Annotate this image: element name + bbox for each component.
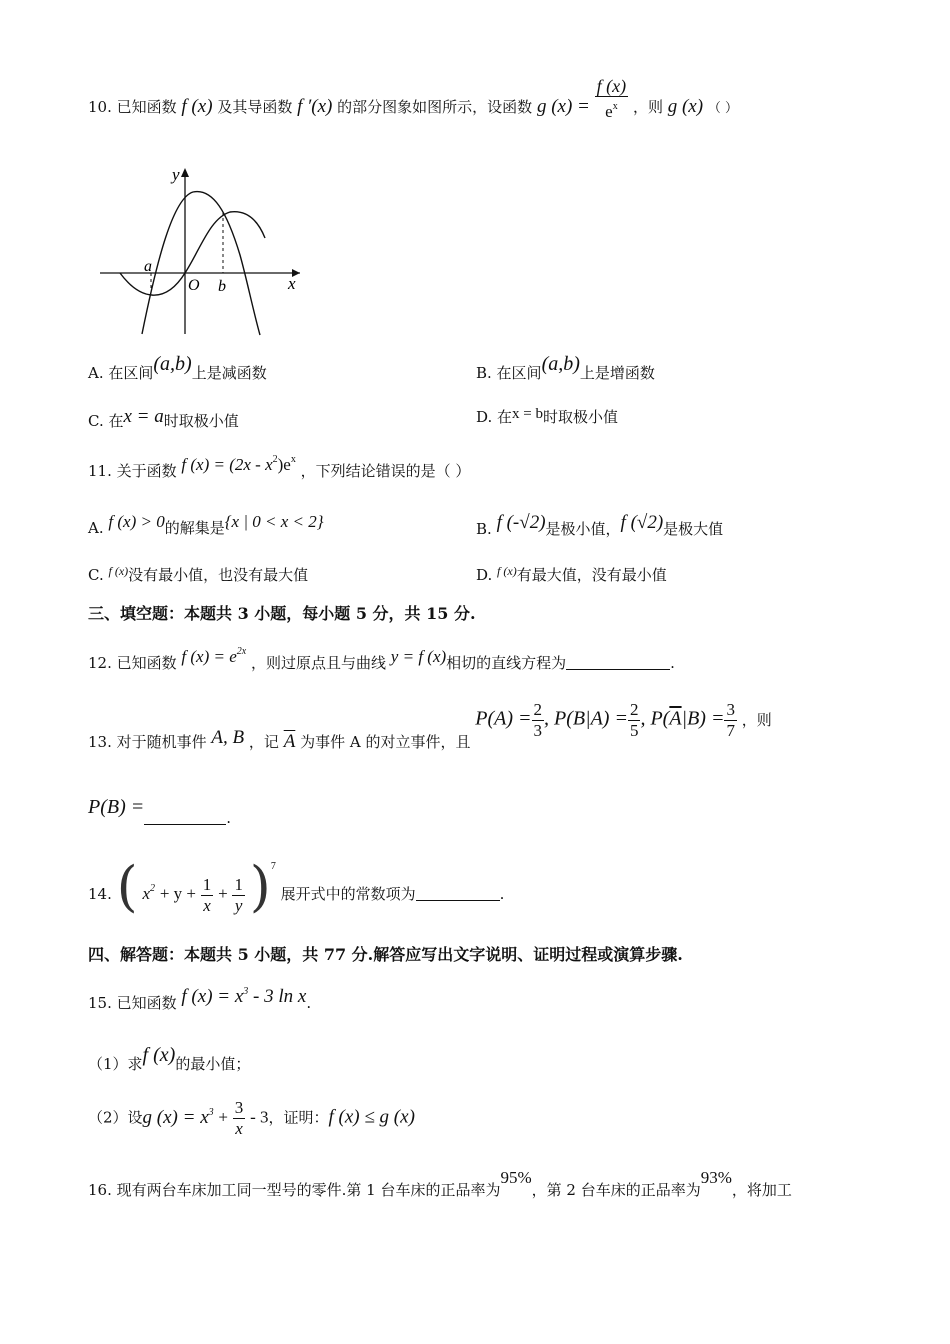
q15-func-main: f (x) = x: [181, 986, 244, 1007]
q13-ab: A, B: [211, 726, 245, 748]
q12-text1: ，则过原点且与曲线: [251, 654, 387, 672]
q13-end: .: [226, 809, 232, 827]
q15-p2-plus: +: [218, 1107, 229, 1127]
q12-math1: [181, 647, 246, 666]
q11-stem: [88, 454, 470, 481]
q11-a-math: f (x) > 0: [108, 512, 165, 531]
q15-p2-tail: - 3: [250, 1107, 269, 1127]
q13-frac1-num: 2: [533, 700, 542, 719]
q10-graph: [95, 160, 310, 340]
q10-a-label: A. 在区间: [88, 364, 154, 382]
q10-frac-den: [595, 97, 628, 122]
q11-func: [181, 455, 295, 474]
q11-option-c: [88, 564, 308, 585]
q12-prefix: 12. 已知函数: [88, 654, 177, 672]
q13-frac2-num: 2: [629, 700, 639, 719]
q16-text1: ，第 2 台车床的正品率为: [531, 1181, 701, 1199]
q13-abar: $\overline{A}$: [283, 730, 296, 752]
q10-text3: ，则: [632, 98, 663, 116]
q12-math2: y = f (x): [390, 647, 447, 666]
q15-p2-math2: f (x) ≤ g (x): [328, 1106, 415, 1128]
q11-option-a: [88, 512, 324, 538]
q11-func-main: f (x) = (2x - x: [181, 455, 273, 474]
graph-label-a: a: [144, 258, 152, 275]
q10-c-tail: 时取极小值: [163, 412, 239, 430]
q11-a-mid: 的解集是: [164, 519, 225, 537]
q13-p2: , P(B|A) =: [544, 707, 628, 730]
q11-func-sup2: x: [290, 454, 296, 465]
q10-f: f (x): [181, 96, 213, 117]
q12-math1-sup: 2x: [236, 646, 247, 657]
q15-func-sup: 3: [243, 986, 249, 997]
q10-fprime: f ′(x): [297, 96, 333, 117]
q11-d-tail: 有最大值，没有最小值: [516, 566, 667, 584]
q12-answer-blank[interactable]: [566, 655, 670, 670]
q11-b-math2: f (√2): [620, 512, 664, 533]
q12-math1-main: f (x) = e: [181, 647, 237, 666]
q10-option-d: [476, 406, 618, 427]
q11-c-tail: 没有最小值，也没有最大值: [128, 566, 309, 584]
q15-part2: [88, 1098, 415, 1139]
q10-b-tail: 上是增函数: [579, 364, 655, 382]
q14-tail: 展开式中的常数项为: [280, 885, 416, 903]
q10-option-c: [88, 406, 239, 431]
q11-d-label: D.: [476, 566, 493, 584]
q14-plusy-text: + y +: [159, 884, 197, 903]
q13-text1: ，记: [248, 732, 279, 751]
q15-p2-math-sup: 3: [208, 1106, 214, 1118]
q10-c-math: x = a: [123, 406, 164, 427]
q10-prefix: 10. 已知函数: [88, 98, 177, 116]
q14-answer-blank[interactable]: [416, 886, 500, 901]
q11-a-label: A.: [88, 519, 104, 537]
q15-p2-label: （2）设: [88, 1108, 143, 1127]
q13-stem: [88, 700, 772, 752]
q15-p2-math: [143, 1107, 214, 1128]
q10-option-b: [476, 353, 655, 383]
q11-func-sup: 2: [272, 454, 278, 465]
q13-frac1: [532, 700, 545, 741]
q14-x2-base: x: [142, 884, 151, 903]
q11-d-math: f (x): [497, 564, 517, 578]
q13-p1: P(A) =: [475, 707, 532, 730]
q13-answer-blank[interactable]: [144, 810, 226, 825]
q10-fraction: [595, 76, 628, 122]
q15-p2-frac: [233, 1098, 246, 1139]
q14-plus: +: [218, 884, 228, 903]
q10-text1: 及其导函数: [217, 98, 293, 116]
q11-a-set: {x | 0 < x < 2}: [224, 512, 324, 531]
q10-g2: g (x): [667, 96, 704, 117]
q15-end: .: [306, 994, 312, 1012]
q13-p3-abar: $\overline{A}$: [669, 707, 682, 730]
q15-p1-text: 的最小值；: [175, 1055, 251, 1073]
q14-prefix: 14.: [88, 885, 112, 903]
graph-label-y: y: [172, 165, 180, 184]
q13-frac3-den: 7: [726, 721, 735, 740]
q11-b-label: B.: [476, 520, 492, 538]
q12-text2: 相切的直线方程为: [446, 654, 567, 672]
q13-frac2-den: 5: [629, 721, 639, 740]
q11-b-text1: 是极小值，: [545, 520, 621, 538]
graph-label-x: x: [288, 274, 296, 293]
q11-func-tail: )e: [277, 455, 291, 474]
q16-rate2: 93%: [700, 1168, 732, 1187]
q10-frac-num: f (x): [596, 76, 627, 96]
q10-g: g (x) =: [536, 96, 590, 117]
q11-option-b: [476, 512, 723, 539]
q15-part1: [88, 1044, 250, 1074]
q13-frac3: [724, 700, 737, 741]
q10-d-math: x = b: [512, 406, 543, 422]
q13-text2: 为事件 A 的对立事件，且: [300, 732, 471, 751]
q14-x2-sup: 2: [150, 883, 156, 894]
q16-text2: ，将加工: [731, 1181, 792, 1199]
q13-prefix: 13. 对于随机事件: [88, 732, 207, 751]
q11-tail: ，下列结论错误的是（ ）: [300, 462, 471, 480]
section-3-heading: 三、填空题：本题共 3 小题，每小题 5 分，共 15 分.: [88, 604, 476, 623]
q13-pb: P(B) =: [88, 796, 145, 818]
q11-c-label: C.: [88, 566, 104, 584]
q10-d-label: D. 在: [476, 408, 513, 426]
q12-stem: [88, 646, 675, 673]
q14-frac2-den: y: [234, 895, 243, 915]
q14-frac2: [232, 875, 245, 916]
section-4-heading: 四、解答题：本题共 5 小题，共 77 分.解答应写出文字说明、证明过程或演算步骤.: [88, 945, 683, 964]
q15-p2-frac-den: x: [235, 1119, 243, 1138]
q15-p2-frac-num: 3: [234, 1098, 244, 1117]
q14-frac1-den: x: [203, 895, 211, 915]
q13-p3-close: |B) =: [681, 707, 725, 730]
q11-prefix: 11. 关于函数: [88, 462, 177, 480]
graph-label-b: b: [218, 278, 226, 295]
q10-a-math: (a,b): [153, 353, 192, 375]
q14-paren-right: ): [249, 855, 271, 918]
q14-frac2-num: 1: [234, 874, 243, 894]
q16-stem: [88, 1168, 792, 1200]
q13-p3-open: , P(: [640, 707, 670, 730]
q14-exponent: 7: [270, 861, 276, 872]
q10-bracket: （ ）: [707, 101, 738, 116]
q11-b-text2: 是极大值: [663, 520, 724, 538]
q14-end: .: [499, 885, 505, 903]
q13-text3: ，则: [741, 710, 772, 729]
q14-stem: [88, 855, 504, 918]
q11-option-d: [476, 564, 667, 585]
y-axis-arrow: [181, 168, 189, 177]
q15-p2-math-main: g (x) = x: [142, 1106, 209, 1128]
q10-c-label: C. 在: [88, 412, 124, 430]
q15-prefix: 15. 已知函数: [88, 994, 177, 1012]
q10-d-tail: 时取极小值: [543, 408, 619, 426]
q15-stem: [88, 986, 311, 1013]
q14-x2: [143, 884, 156, 903]
q16-rate1: 95%: [500, 1168, 532, 1187]
q14-paren-left: (: [116, 855, 138, 918]
q10-den-sup: x: [612, 101, 618, 112]
q15-p2-text: ，证明：: [268, 1108, 329, 1127]
graph-label-o: O: [188, 277, 200, 294]
q16-prefix: 16. 现有两台车床加工同一型号的零件.第 1 台车床的正品率为: [88, 1181, 501, 1199]
q13-frac2: [628, 700, 641, 741]
q13-answer: [88, 796, 231, 825]
q10-b-label: B. 在区间: [476, 364, 542, 382]
q13-p3: [640, 708, 724, 730]
q15-p1-math: f (x): [142, 1044, 176, 1066]
q10-option-a: [88, 353, 267, 383]
q15-func: [181, 986, 306, 1007]
q14-plusy: [160, 884, 196, 903]
q11-c-math: f (x): [108, 564, 129, 578]
q12-end: .: [670, 654, 675, 672]
q11-b-math1: f (-√2): [496, 512, 546, 533]
q10-a-tail: 上是减函数: [191, 364, 267, 382]
q13-frac3-num: 3: [726, 700, 735, 719]
q14-frac1-num: 1: [202, 874, 212, 894]
q14-frac1: [201, 875, 214, 916]
q15-p1-label: （1）求: [88, 1055, 143, 1073]
q10-b-math: (a,b): [541, 353, 580, 375]
q13-frac1-den: 3: [533, 721, 542, 740]
q10-stem: [88, 76, 738, 122]
q10-text2: 的部分图象如图所示，设函数: [337, 98, 533, 116]
q15-func-tail: - 3 ln x: [248, 986, 307, 1007]
q10-den-e: e: [605, 102, 613, 121]
